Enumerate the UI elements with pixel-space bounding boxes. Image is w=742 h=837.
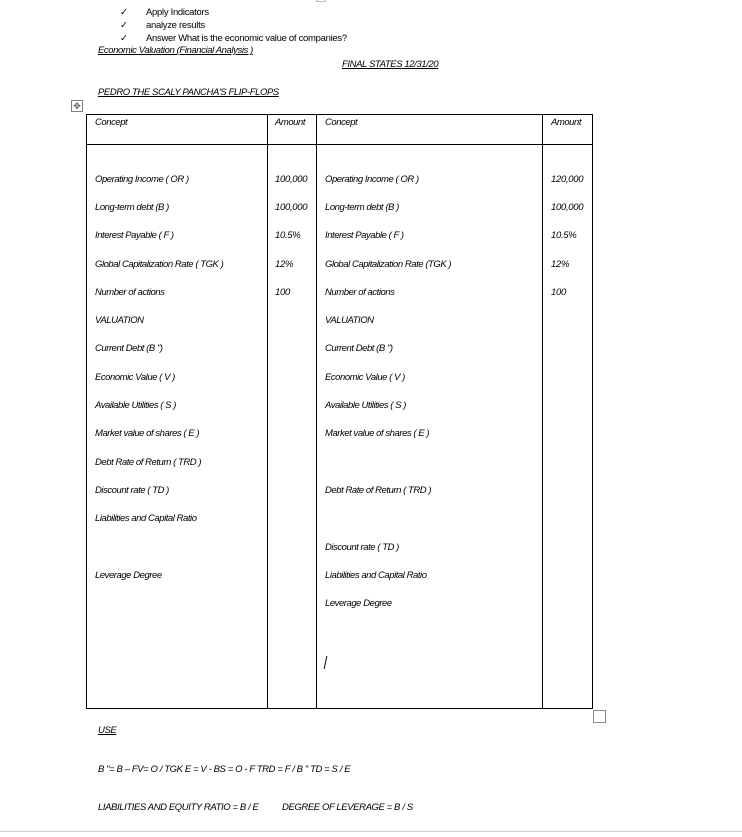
- page-top-marker: [316, 0, 326, 2]
- company-name: PEDRO THE SCALY PANCHA'S FLIP-FLOPS: [98, 87, 279, 98]
- page-bottom-edge: [0, 831, 742, 832]
- text-cursor: [324, 656, 328, 669]
- header-concept: Concept: [95, 117, 128, 128]
- right-concept: Global Capitalization Rate (TGK ): [325, 259, 452, 270]
- checklist-item: ✓ Answer What is the economic value of companies?: [120, 33, 347, 44]
- ratio-line-liabilities: LIABILITIES AND EQUITY RATIO = B / E: [98, 802, 259, 813]
- checkmark-icon: ✓: [120, 20, 128, 31]
- header-divider: [87, 144, 592, 145]
- left-concept: Global Capitalization Rate ( TGK ): [95, 259, 224, 270]
- left-concept: Long-term debt (B ): [95, 202, 169, 213]
- use-label: USE: [98, 725, 117, 736]
- right-amount: 120,000: [551, 174, 584, 185]
- left-concept: VALUATION: [95, 315, 144, 326]
- header-concept: Concept: [325, 117, 358, 128]
- checklist-item: ✓ Apply Indicators: [120, 7, 209, 18]
- header-amount: Amount: [551, 117, 582, 128]
- right-concept: Liabilities and Capital Ratio: [325, 570, 427, 581]
- right-concept: Discount rate ( TD ): [325, 542, 399, 553]
- left-concept: Number of actions: [95, 287, 165, 298]
- right-amount: 10.5%: [551, 230, 577, 241]
- left-concept: Operating Income ( OR ): [95, 174, 189, 185]
- table-resize-handle[interactable]: [593, 710, 606, 723]
- right-concept: Number of actions: [325, 287, 395, 298]
- section-heading: Economic Valuation (Financial Analysis ): [98, 45, 253, 56]
- final-states-label: FINAL STATES 12/31/20: [342, 59, 439, 70]
- checkmark-icon: ✓: [120, 7, 128, 18]
- right-concept: Leverage Degree: [325, 598, 392, 609]
- right-concept: Current Debt (B "): [325, 343, 393, 354]
- ratio-line-leverage: DEGREE OF LEVERAGE = B / S: [282, 802, 413, 813]
- right-concept: Debt Rate of Return ( TRD ): [325, 485, 432, 496]
- column-divider: [542, 115, 543, 708]
- left-concept: Economic Value ( V ): [95, 372, 175, 383]
- column-divider: [316, 115, 317, 708]
- left-concept: Liabilities and Capital Ratio: [95, 513, 197, 524]
- formula-line: B "= B – FV= O / TGK E = V - BS = O - F TRD = F / B " TD = S / E: [98, 764, 351, 775]
- left-concept: Current Debt (B "): [95, 343, 163, 354]
- checklist-item: ✓ analyze results: [120, 20, 205, 31]
- table-move-handle-icon[interactable]: ✥: [71, 100, 83, 112]
- header-amount: Amount: [275, 117, 306, 128]
- left-amount: 100,000: [275, 174, 308, 185]
- left-concept: Available Utilities ( S ): [95, 400, 176, 411]
- right-amount: 12%: [551, 259, 570, 270]
- right-concept: Operating Income ( OR ): [325, 174, 419, 185]
- right-amount: 100,000: [551, 202, 584, 213]
- left-concept: Leverage Degree: [95, 570, 162, 581]
- right-concept: Interest Payable ( F ): [325, 230, 404, 241]
- left-concept: Discount rate ( TD ): [95, 485, 169, 496]
- right-amount: 100: [551, 287, 566, 298]
- left-amount: 10.5%: [275, 230, 301, 241]
- right-concept: VALUATION: [325, 315, 374, 326]
- left-amount: 100: [275, 287, 290, 298]
- left-concept: Debt Rate of Return ( TRD ): [95, 457, 202, 468]
- left-concept: Interest Payable ( F ): [95, 230, 174, 241]
- right-concept: Long-term debt (B ): [325, 202, 399, 213]
- right-concept: Economic Value ( V ): [325, 372, 405, 383]
- right-concept: Available Utilities ( S ): [325, 400, 406, 411]
- left-concept: Market value of shares ( E ): [95, 428, 200, 439]
- left-amount: 12%: [275, 259, 294, 270]
- left-amount: 100,000: [275, 202, 308, 213]
- column-divider: [267, 115, 268, 708]
- checklist: [120, 6, 347, 45]
- checkmark-icon: ✓: [120, 33, 128, 44]
- valuation-table: [86, 114, 593, 709]
- right-concept: Market value of shares ( E ): [325, 428, 430, 439]
